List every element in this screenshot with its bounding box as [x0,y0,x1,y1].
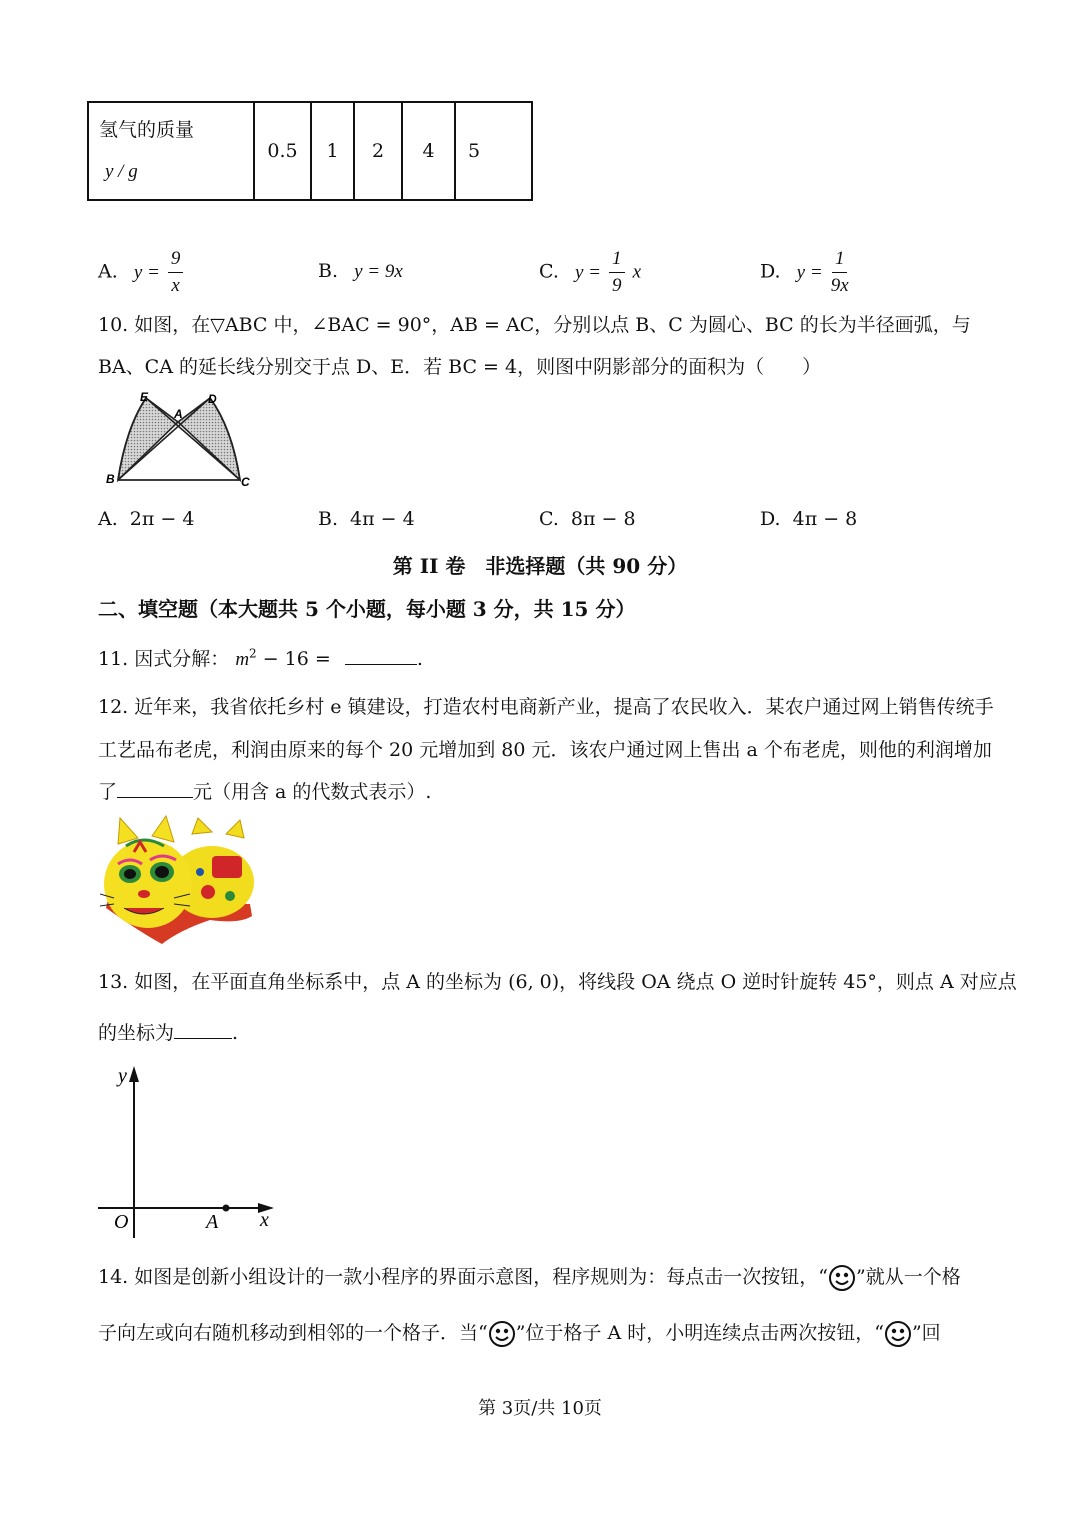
option-letter: D. [760,508,781,530]
section-subtitle: 二、填空题（本大题共 5 个小题，每小题 3 分，共 15 分） [98,597,636,621]
table-header-cell [88,102,254,200]
q10-option-c[interactable] [539,508,636,530]
y-axis-arrow-icon [129,1066,139,1082]
q14-line2-a: 子向左或向右随机移动到相邻的一个格子．当“ [98,1322,488,1344]
page-footer: 第 3页/共 10页 [478,1398,602,1419]
q9-option-d[interactable] [760,246,851,299]
option-letter: C. [539,508,559,530]
label-a: A [174,407,183,421]
q10-option-b[interactable] [318,508,415,530]
option-text: 4π − 8 [792,508,858,530]
q13-line1: 13. 如图，在平面直角坐标系中，点 A 的坐标为 (6, 0)，将线段 OA 绕点 O 逆时针旋转 45°，则点 A 对应点 [98,971,1017,993]
table-header-line1: 氢气的质量 [99,119,195,141]
option-letter: B. [318,260,339,282]
option-tail: x [632,261,641,283]
q14-line1 [98,1262,961,1292]
point-a [223,1205,230,1212]
fraction-numerator: 1 [609,246,625,273]
fraction-denominator: x [171,275,180,296]
q10-line2: BA、CA 的延长线分别交于点 D、E．若 BC = 4，则图中阴影部分的面积为（ ） [98,356,822,378]
q10-line1: 10. 如图，在▽ABC 中，∠BAC = 90°，AB = AC，分别以点 B、C 为圆心、BC 的长为半径画弧，与 [98,314,971,336]
q13-line2-post: . [232,1022,239,1044]
fraction-numerator: 9 [168,246,184,273]
q14-line2-c: ”回 [911,1322,941,1344]
q13-line2 [98,1018,238,1045]
table-cell: 1 [311,102,354,200]
q14-line1-pre: 14. 如图是创新小组设计的一款小程序的界面示意图，程序规则为：每点击一次按钮，“ [98,1266,828,1288]
q13-answer-blank[interactable] [174,1020,232,1039]
option-letter: B. [318,508,339,530]
option-text: 4π − 4 [350,508,415,530]
table-cell: 2 [354,102,402,200]
q11-var: m [235,649,250,670]
option-letter: A. [98,260,118,283]
q10-option-a[interactable] [98,508,194,530]
table-cell: 4 [402,102,455,200]
label-d: D [208,392,217,406]
q11-suffix: . [416,648,423,670]
smiley-icon [884,1320,912,1348]
q11-prefix: 11. 因式分解： [98,648,230,670]
q9-option-a[interactable] [98,246,185,299]
q12-line1: 12. 近年来，我省依托乡村 e 镇建设，打造农村电商新产业，提高了农民收入．某农户通过网上销售传统手 [98,696,994,718]
x-axis-label: x [260,1209,269,1231]
q9-option-c[interactable] [539,246,641,299]
smiley-icon [488,1320,516,1348]
fraction [168,246,184,299]
q11-answer-blank[interactable] [345,646,417,665]
option-lhs: y = [574,261,601,283]
q12-answer-blank[interactable] [117,779,193,798]
fraction-denominator: 9 [612,275,622,296]
cloth-tiger-image [100,812,256,948]
label-c: C [241,475,250,489]
fraction [609,246,625,299]
y-axis-label: y [118,1065,127,1087]
q12-line3-post: 元（用含 a 的代数式表示）. [193,781,432,803]
q12-line3 [98,777,431,804]
label-b: B [106,472,115,486]
smiley-icon [828,1264,856,1292]
table-cell: 0.5 [254,102,311,200]
q12-line2: 工艺品布老虎，利润由原来的每个 20 元增加到 80 元．该农户通过网上售出 a 个布老虎，则他的利润增加 [98,739,992,761]
option-text: 2π − 4 [129,508,195,530]
section-title: 第 II 卷 非选择题（共 90 分） [392,554,688,578]
fraction-denominator: 9x [830,275,849,296]
hydrogen-mass-table [87,101,533,201]
option-lhs: y = [133,261,160,283]
point-a-label: A [206,1211,219,1233]
q14-line2-b: ”位于格子 A 时，小明连续点击两次按钮，“ [515,1322,884,1344]
q11-exponent: 2 [249,646,257,661]
origin-label: O [114,1211,129,1233]
q10-figure [100,388,260,492]
q12-line3-pre: 了 [98,781,118,803]
table-header-line2: y / g [105,161,138,182]
option-letter: A. [98,508,118,530]
option-lhs: y = [796,261,823,283]
fraction-numerator: 1 [832,246,848,273]
option-text: y = 9x [354,261,403,282]
option-letter: D. [760,260,781,283]
q13-line2-pre: 的坐标为 [98,1022,175,1044]
label-e: E [140,390,149,404]
option-text: 8π − 8 [570,508,636,530]
fraction [831,246,849,299]
q14-line1-post: ”就从一个格 [855,1266,961,1288]
q10-option-d[interactable] [760,508,857,530]
q9-option-b[interactable] [318,260,403,283]
q13-axes-figure [96,1060,286,1246]
q11-expr: − 16 = [256,648,331,670]
table-cell: 5 [455,102,532,200]
option-letter: C. [539,260,559,283]
q11 [98,644,423,671]
q14-line2 [98,1318,941,1348]
